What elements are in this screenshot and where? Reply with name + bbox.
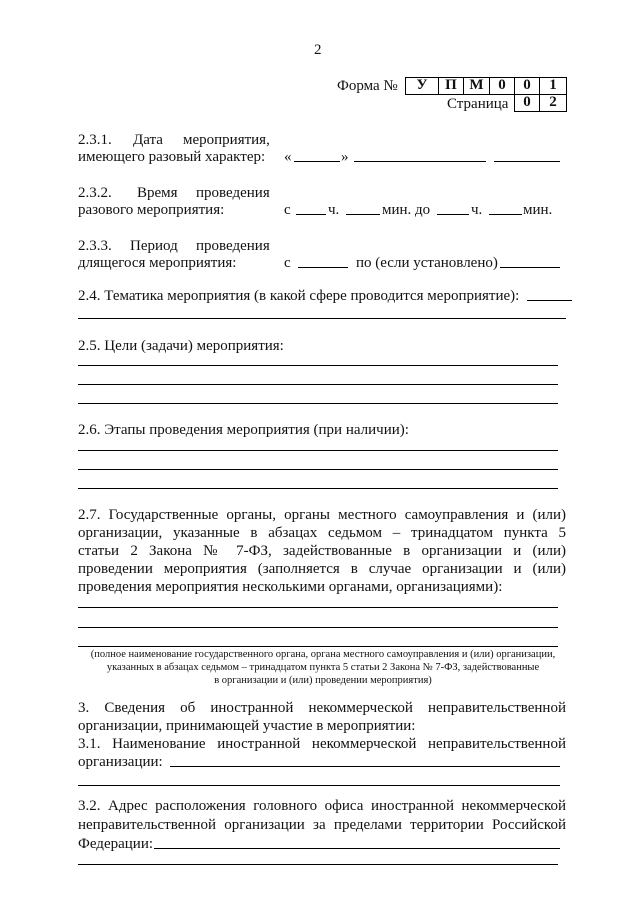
field-caption: в организации и (или) проведении мероприятия) [214,675,432,686]
minutes-to-label: мин. до [382,202,431,218]
organization-name-field[interactable] [78,785,560,786]
section-number: 2.3.3. [78,238,112,254]
start-hours-field[interactable] [296,214,326,215]
open-quote: « [284,149,292,165]
section-word: проведения [196,238,270,254]
section-text-line: 3.1. Наименование иностранной некоммерческой неправительственной [78,736,566,752]
minutes-label: мин. [523,202,553,218]
organizations-field[interactable] [78,627,558,628]
section-label: разового мероприятия: [78,202,225,218]
stages-field[interactable] [78,469,558,470]
organization-name-field[interactable] [170,766,560,767]
head-office-address-field[interactable] [154,848,560,849]
section-text-line: организации, принимающей участие в мероприятии: [78,718,416,734]
year-field[interactable] [494,161,560,162]
field-caption: (полное наименование государственного органа, органа местного самоуправления и (или) организации, [90,649,556,660]
goals-field[interactable] [78,403,558,404]
section-text-line: проведении мероприятия (заполняется в случае организации и (или) [78,561,566,577]
close-quote: » [341,149,349,165]
organizations-field[interactable] [78,646,558,647]
section-text-line: проведения мероприятия несколькими органами, организациями): [78,579,503,595]
form-code-cell: 0 [489,77,515,95]
organizations-field[interactable] [78,607,558,608]
page-number: 2 [314,42,322,58]
goals-field[interactable] [78,365,558,366]
page-code-cell: 0 [514,94,540,112]
section-number: 2.3.2. [78,185,112,201]
page-code-cell: 2 [539,94,567,112]
topic-field[interactable] [527,300,572,301]
form-code-cell: П [438,77,464,95]
section-word: Дата [133,132,163,148]
from-label: с [284,255,291,271]
page-label: Страница [447,96,509,112]
stages-field[interactable] [78,488,558,489]
to-label: по (если установлено) [356,255,498,271]
section-text: 2.5. Цели (задачи) мероприятия: [78,338,284,354]
section-number: 2.3.1. [78,132,112,148]
field-caption: указанных в абзацах седьмом – тринадцатом пункта 5 статьи 2 Закона № 7-ФЗ, задействованные [106,662,540,673]
form-code-cell: 1 [539,77,567,95]
goals-field[interactable] [78,384,558,385]
form-code-cell: М [463,77,490,95]
form-code-cell: У [405,77,439,95]
section-text-line: организации: [78,754,163,770]
section-text-line: 3.2. Адрес расположения головного офиса иностранной некоммерческой [78,798,566,814]
section-text-line: 3. Сведения об иностранной некоммерческой неправительственной [78,700,566,716]
day-field[interactable] [294,161,340,162]
stages-field[interactable] [78,450,558,451]
section-text-line: неправительственной организации за пределами территории Российской [78,817,566,833]
end-minutes-field[interactable] [489,214,522,215]
hours-label: ч. [471,202,483,218]
section-text: 2.4. Тематика мероприятия (в какой сфере проводится мероприятие): [78,288,520,304]
month-field[interactable] [354,161,486,162]
section-text-line: статьи 2 Закона № 7-ФЗ, задействованные в организации и (или) [78,543,566,559]
section-text-line: организации, указанные в абзацах седьмом – тринадцатом пункта 5 [78,525,566,541]
section-label: длящегося мероприятия: [78,255,237,271]
form-label: Форма № [337,78,398,94]
section-word: проведения [196,185,270,201]
topic-field[interactable] [78,318,566,319]
section-text-line: 2.7. Государственные органы, органы местного самоуправления и (или) [78,507,566,523]
section-word: мероприятия, [183,132,270,148]
period-start-field[interactable] [298,267,348,268]
end-hours-field[interactable] [437,214,469,215]
start-minutes-field[interactable] [346,214,380,215]
section-label: имеющего разовый характер: [78,149,266,165]
hours-label: ч. [328,202,340,218]
form-code-cell: 0 [514,77,540,95]
period-end-field[interactable] [500,267,560,268]
from-label: с [284,202,291,218]
head-office-address-field[interactable] [78,864,558,865]
section-word: Период [130,238,178,254]
section-text-line: Федерации: [78,836,154,852]
section-word: Время [137,185,178,201]
section-text: 2.6. Этапы проведения мероприятия (при наличии): [78,422,409,438]
